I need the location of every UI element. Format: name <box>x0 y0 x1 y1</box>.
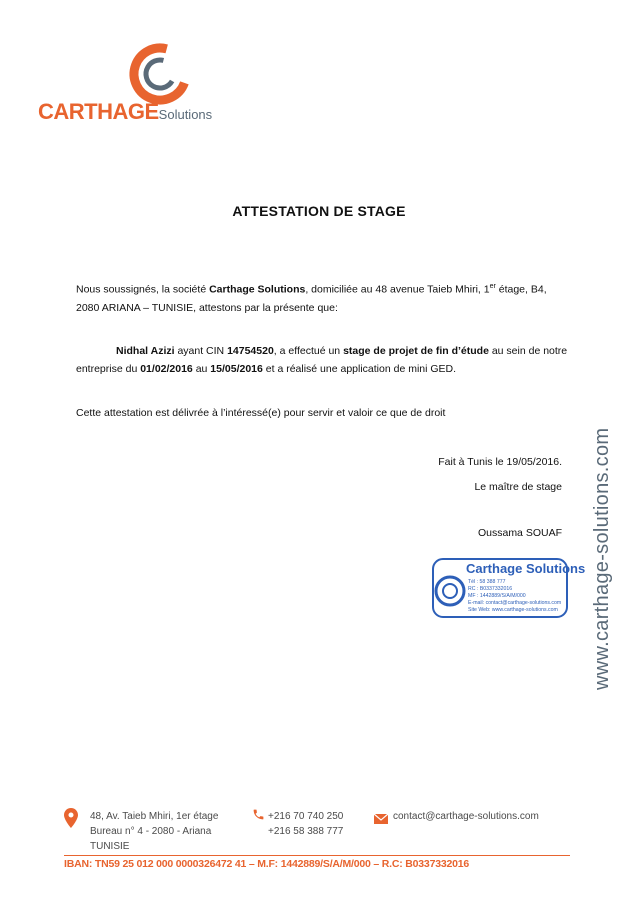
svg-text:RC : B0337332016: RC : B0337332016 <box>468 586 513 592</box>
brand-name: CARTHAGE <box>38 99 159 124</box>
company-name: Carthage Solutions <box>209 283 306 296</box>
signatory-name: Oussama SOUAF <box>477 527 562 539</box>
phone-icon <box>252 808 265 821</box>
company-stamp <box>432 558 586 618</box>
intro-paragraph: Nous soussignés, la société Carthage Solutions, domiciliée au 48 avenue Taieb Mhiri, 1er étage, B4, 2080 ARIANA – TUNISIE, attestons par la présente que: <box>76 283 547 314</box>
footer-address: 48, Av. Taieb Mhiri, 1er étage Bureau n° 4 - 2080 - Ariana TUNISIE <box>90 811 219 852</box>
footer-email[interactable]: contact@carthage-solutions.com <box>393 811 539 822</box>
footer-iban: IBAN: TN59 25 012 000 0000326472 41 – M.F: 1442889/S/A/M/000 – R.C: B0337332016 <box>64 858 470 870</box>
signatory-role: Le maître de stage <box>474 481 562 493</box>
mail-icon <box>374 811 388 821</box>
footer-phones: +216 70 740 250 +216 58 388 777 <box>268 811 344 837</box>
attestation-paragraph: Nidhal Azizi ayant CIN 14754520, a effectué un stage de projet de fin d’étude au sein de notre entreprise du 01/02/2016 au 15/05/2016 et a réalisé une application de mini GED. <box>76 345 568 375</box>
document-title: ATTESTATION DE STAGE <box>232 203 406 219</box>
stage-type: stage de projet de fin d’étude <box>343 345 489 357</box>
location-pin-icon <box>64 808 78 828</box>
closing-paragraph: Cette attestation est délivrée à l’intéressé(e) pour servir et valoir ce que de droit <box>76 407 446 419</box>
svg-text:Site Web: www.carthage-solutio: Site Web: www.carthage-solutions.com <box>468 607 558 613</box>
svg-text:E-mail: contact@carthage-solut: E-mail: contact@carthage-solutions.com <box>468 600 562 606</box>
brand-wordmark <box>38 101 212 123</box>
svg-text:MF : 1442889/S/A/M/000: MF : 1442889/S/A/M/000 <box>468 593 526 599</box>
cin-number: 14754520 <box>227 345 274 357</box>
place-date: Fait à Tunis le 19/05/2016. <box>438 456 562 468</box>
stamp-name: Carthage Solutions <box>466 561 586 576</box>
student-name: Nidhal Azizi <box>116 345 175 357</box>
start-date: 01/02/2016 <box>140 363 193 375</box>
brand-suffix: Solutions <box>158 107 213 122</box>
side-website-url: www.carthage-solutions.com <box>591 427 613 690</box>
svg-text:Tél : 58 388 777: Tél : 58 388 777 <box>468 579 506 585</box>
footer-divider <box>64 855 570 856</box>
end-date: 15/05/2016 <box>210 363 263 375</box>
